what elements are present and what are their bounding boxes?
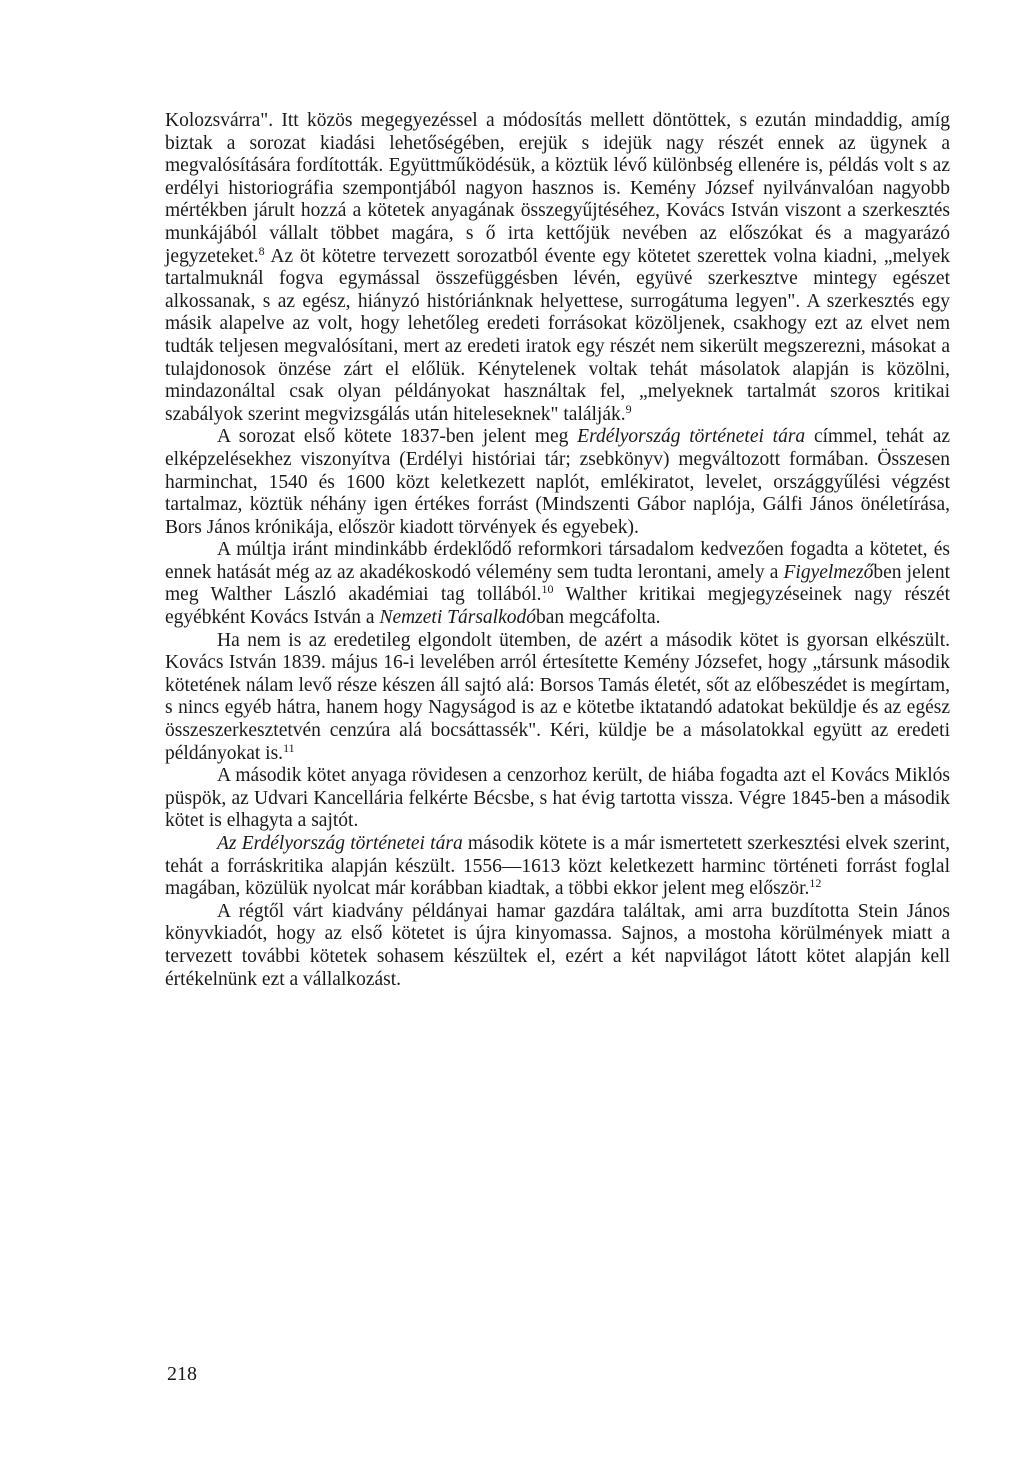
text-run: második kötete is a már ismertetett szerkesztési elvek szerint, tehát a forráskritika alapján készült. 1556—1613 közt keletkezett harminc történeti forrást foglal magában, közülük nyolcat már korábban kiadtak, a többi ekkor jelent meg először. xyxy=(165,833,950,900)
page-body xyxy=(165,110,950,991)
text-run: A régtől várt kiadvány példányai hamar gazdára találtak, ami arra buzdította Stein János könyvkiadót, hogy az első kötetet is újra kinyomassa. Sajnos, a mostoha körülmények miatt a tervezett további kötetek sohasem készültek el, ezért a két napvilágot látott kötet alapján kell értékelnünk ezt a vállalkozást. xyxy=(165,900,950,990)
footnote-ref: 10 xyxy=(541,582,554,597)
paragraph xyxy=(165,539,950,629)
text-run: Az öt kötetre tervezett sorozatból évente egy kötetet szerettek volna kiadni, „melyek tartalmuknál fogva egymással összefüggésben lévén, együvé szerkesztve mintegy egészet alkossanak, s az egész, hiányzó históriánknak helyettese, surrogátuma legyen". A szerkesztés egy másik alapelve az volt, hogy lehetőleg eredeti forrásokat közöljenek, csakhogy ezt az elvet nem tudták teljesen megvalósítani, mert az eredeti iratok egy részét nem sikerült megszerezni, másokat a tulajdonosok önzése zárt el előlük. Kénytelenek voltak tehát másolatok alapján is közölni, mindazonáltal csak olyan példányokat használtak fel, „melyeknek tartalmát szoros kritikai szabályok szerint megvizsgálás után hiteleseknek" találják. xyxy=(165,245,950,425)
paragraph xyxy=(165,901,950,991)
text-run: A sorozat első kötete 1837-ben jelent meg xyxy=(217,426,578,448)
italic-title: Erdélyország történetei tára xyxy=(577,426,806,448)
paragraph xyxy=(165,426,950,539)
footnote-ref: 11 xyxy=(283,740,295,755)
italic-title: Nemzeti Társalkodó xyxy=(379,607,536,629)
text-run: A múltja iránt mindinkább érdeklődő reformkori társadalom kedvezően fogadta a kötetet, és ennek hatását még az az akadékoskodó vélemény sem tudta lerontani, amely a xyxy=(165,539,950,583)
text-run: Ha nem is az eredetileg elgondolt ütemben, de azért a második kötet is gyorsan elkészült. Kovács István 1839. május 16-i levelében arról értesítette Kemény Józsefet, hogy „társunk második kötetének nálam levő része készen áll sajtó alá: Borsos Tamás életét, sőt az előbeszédet is megírtam, s nincs egyéb hátra, hanem hogy Nagyságod is az e kötetbe iktatandó adatokat beküldje és az egész összeszerkesztetvén cenzúra alá bocsáttassék". Kéri, küldje be a másolatokkal együtt az eredeti példányokat is. xyxy=(165,629,950,764)
text-run: Kolozsvárra". Itt közös megegyezéssel a módosítás mellett döntöttek, s ezután mindaddig, amíg biztak a sorozat kiadási lehetőségében, erejük s idejük nagy részét ennek az ügynek a megvalósítására fordították. Együttműködésük, a köztük lévő különbség ellenére is, példás volt s az erdélyi historiográfia szempontjából nagyon hasznos is. Kemény József nyilvánvalóan nagyobb mértékben járult hozzá a kötetek anyagának összegyűjtéséhez, Kovács István viszont a szerkesztés munkájából vállalt többet magára, s ő irta kettőjük nevében az előszókat és a magyarázó jegyzeteket. xyxy=(165,110,950,267)
paragraph xyxy=(165,630,950,766)
page-number: 218 xyxy=(167,1363,197,1385)
text-run: Walther kritikai megjegyzéseinek nagy részét egyébként Kovács István a xyxy=(165,584,951,629)
paragraph xyxy=(165,765,950,833)
text-run: címmel, tehát az elképzelésekhez viszonyítva (Erdélyi históriai tár; zsebkönyv) megváltozott formában. Összesen harminchat, 1540 és 1600 közt keletkezett naplót, emlékiratot, levelet, országgyűlési végzést tartalmaz, köztük néhány igen értékes forrást (Mindszenti Gábor naplója, Gálfi János önéletírása, Bors János krónikája, először kiadott törvények és egyebek). xyxy=(165,426,950,538)
text-run: A második kötet anyaga rövidesen a cenzorhoz került, de hiába fogadta azt el Kovács Miklós püspök, az Udvari Kancellária felkérte Bécsbe, s hat évig tartotta vissza. Végre 1845-ben a második kötet is elhagyta a sajtót. xyxy=(165,765,950,832)
footnote-ref: 12 xyxy=(809,876,822,891)
text-run: ban megcáfolta. xyxy=(535,607,661,629)
text-run: ben jelent meg Walther László akadémiai tag tollából. xyxy=(165,561,950,606)
italic-title: Az Erdélyország történetei tára xyxy=(217,833,463,854)
paragraph xyxy=(165,110,950,426)
italic-title: Figyelmező xyxy=(783,561,874,583)
footnote-ref: 9 xyxy=(625,401,632,416)
footnote-ref: 8 xyxy=(258,243,265,258)
paragraph xyxy=(165,833,950,901)
